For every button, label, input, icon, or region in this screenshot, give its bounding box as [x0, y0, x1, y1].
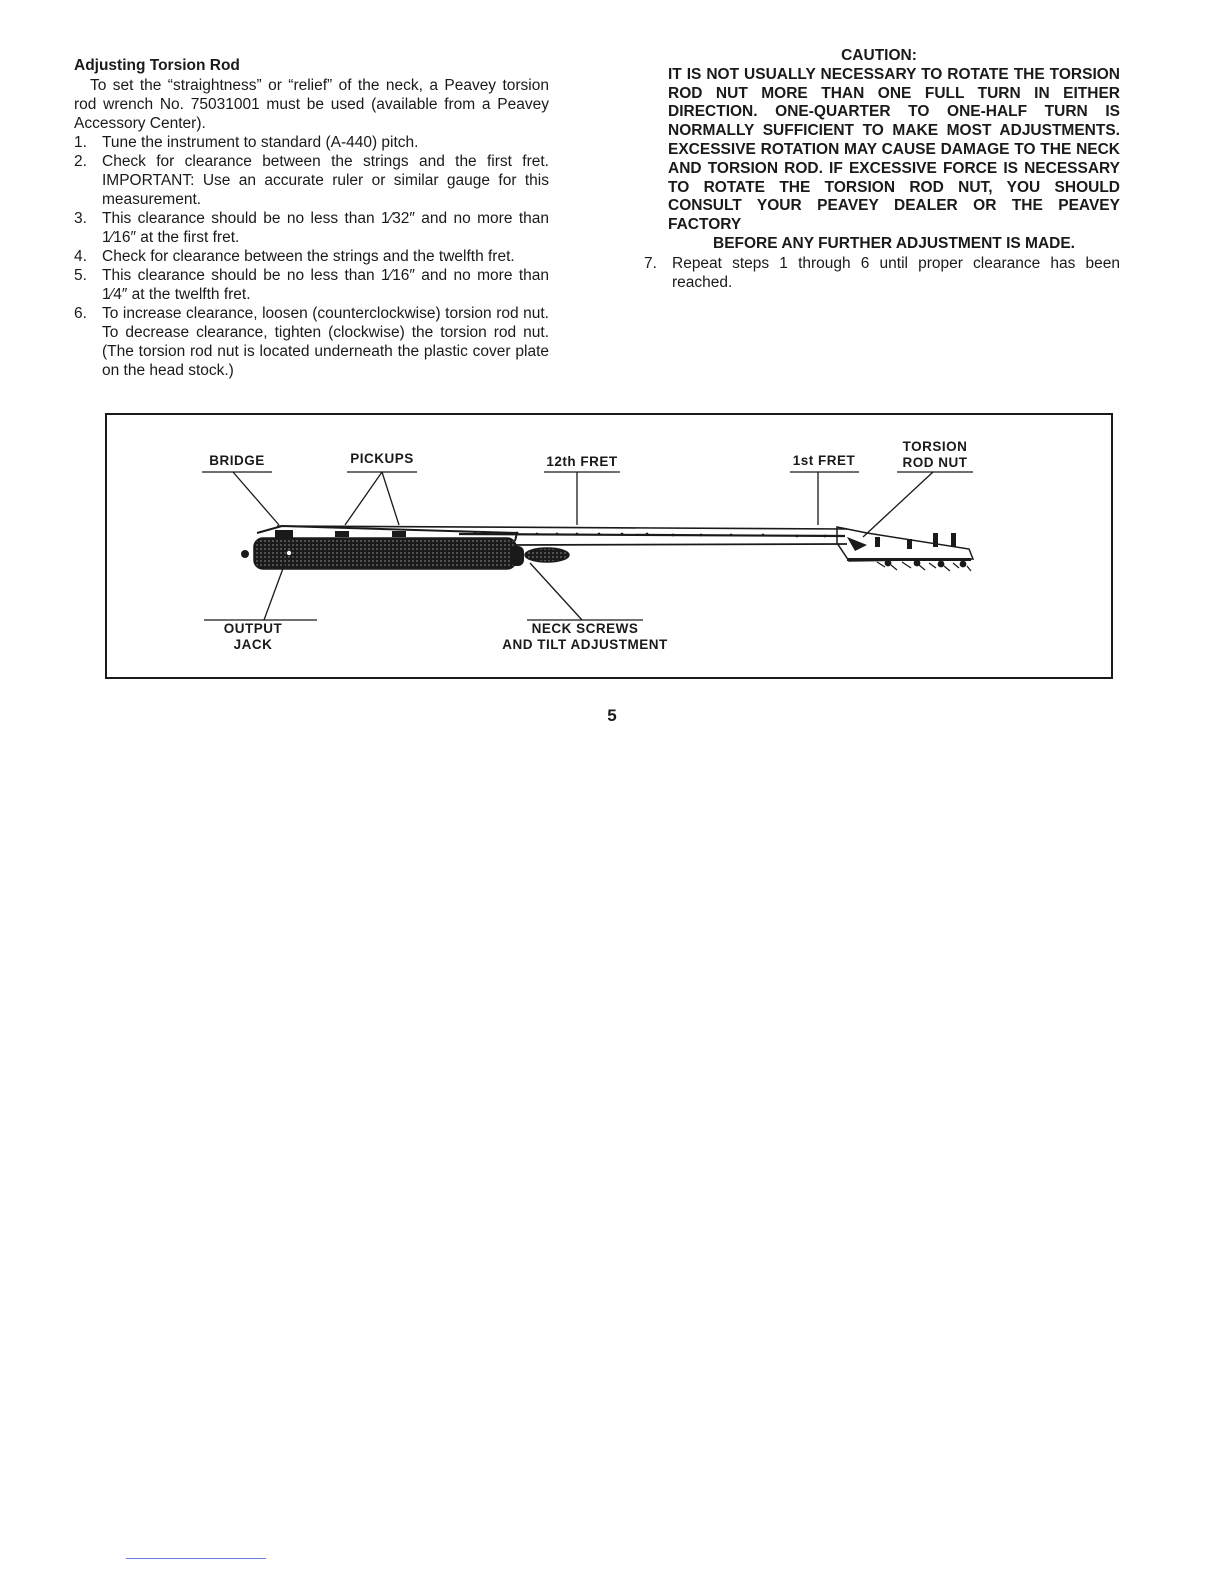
neck-label-line2: AND TILT ADJUSTMENT: [502, 637, 668, 652]
intro-paragraph: To set the “straightness” or “relief” of the neck, a Peavey torsion rod wrench No. 75031001 must be used (available from a Peavey Accessory Center).: [74, 77, 549, 132]
caution-block: [640, 47, 1120, 254]
torsion-label-line1: TORSION: [902, 439, 968, 454]
adjustment-steps: [74, 133, 549, 380]
step-text: Repeat steps 1 through 6 until proper clearance has been reached.: [672, 254, 1120, 291]
step-item: [74, 209, 549, 247]
step-item: [640, 254, 1120, 292]
step-text: To increase clearance, loosen (counterclockwise) torsion rod nut. To decrease clearance, tighten (clockwise) the torsion rod nut. (The torsion rod nut is located underneath the plastic cover plate on the head stock.): [102, 305, 549, 379]
step-number: 1.: [74, 134, 87, 151]
page-number: 5: [607, 706, 617, 725]
pickups-label: PICKUPS: [350, 451, 414, 466]
output-jack-label: [207, 621, 299, 653]
section-heading: Adjusting Torsion Rod: [74, 57, 240, 74]
step-text: Tune the instrument to standard (A-440) pitch.: [102, 134, 419, 151]
step-number: 6.: [74, 305, 87, 322]
torsion-rod-nut-label: [887, 439, 983, 471]
guitar-diagram: [105, 413, 1113, 679]
step-text: Check for clearance between the strings and the twelfth fret.: [102, 248, 515, 265]
output-label-line2: JACK: [233, 637, 273, 652]
caution-title: CAUTION:: [841, 47, 917, 64]
output-label-line1: OUTPUT: [223, 621, 283, 636]
step-item: [74, 304, 549, 380]
neck-screws-label: [477, 621, 693, 653]
step-number: 7.: [644, 254, 657, 272]
step-text: Check for clearance between the strings and the first fret. IMPORTANT: Use an accurate ruler or similar gauge for this measurement.: [102, 153, 549, 208]
footer-rule: [126, 1558, 266, 1559]
first-fret-label: 1st FRET: [792, 453, 856, 468]
caution-body: IT IS NOT USUALLY NECESSARY TO ROTATE THE TORSION ROD NUT MORE THAN ONE FULL TURN IN EITHER DIRECTION. ONE-QUARTER TO ONE-HALF TURN IS NORMALLY SUFFICIENT TO MAKE MOST ADJUSTMENTS. EXCESSIVE ROTATION MAY CAUSE DAMAGE TO THE NECK AND TORSION ROD. IF EXCESSIVE FORCE IS NECESSARY TO ROTATE THE TORSION ROD NUT, YOU SHOULD CONSULT YOUR PEAVEY DEALER OR THE PEAVEY FACTORY: [668, 65, 1120, 234]
bridge-label: BRIDGE: [209, 453, 265, 468]
twelfth-fret-label: 12th FRET: [546, 454, 618, 469]
step-number: 2.: [74, 153, 87, 170]
step-item: [74, 133, 549, 152]
step-number: 3.: [74, 210, 87, 227]
step-number: 4.: [74, 248, 87, 265]
caution-last-line: BEFORE ANY FURTHER ADJUSTMENT IS MADE.: [713, 234, 1075, 252]
step-item: [74, 247, 549, 266]
torsion-label-line2: ROD NUT: [902, 455, 968, 470]
step-number: 5.: [74, 267, 87, 284]
left-column: [74, 56, 549, 380]
neck-label-line1: NECK SCREWS: [531, 621, 639, 636]
step-item: [74, 266, 549, 304]
step-text: This clearance should be no less than 1⁄16″ and no more than 1⁄4″ at the twelfth fret.: [102, 267, 549, 303]
step-text: This clearance should be no less than 1⁄32″ and no more than 1⁄16″ at the first fret.: [102, 210, 549, 246]
step-item: [74, 152, 549, 209]
right-column: [640, 47, 1120, 292]
